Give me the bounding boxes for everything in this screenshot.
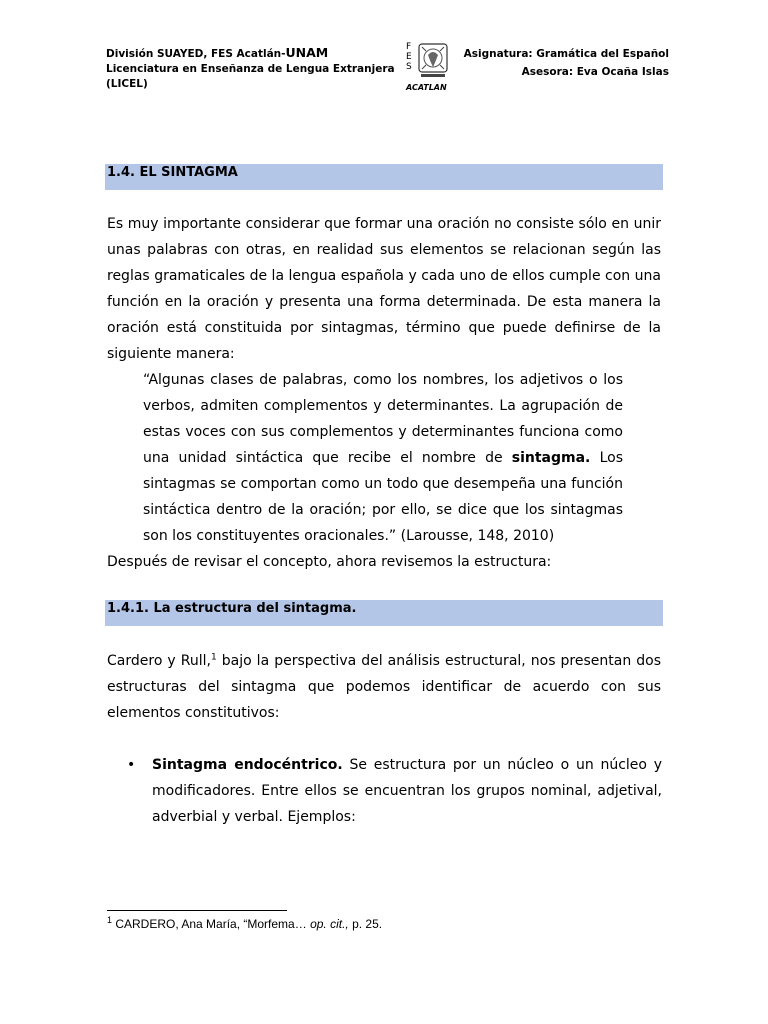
logo-letter-e: E (406, 52, 412, 62)
unam-shield-icon (418, 43, 448, 81)
section-heading-sintagma: 1.4. EL SINTAGMA (105, 164, 663, 190)
section-heading-estructura: 1.4.1. La estructura del sintagma. (105, 600, 663, 626)
footnote-divider (107, 910, 287, 911)
bullet-term: Sintagma endocéntrico. (152, 757, 343, 773)
quote-text-start: “Algunas clases de palabras, como los nombres, los adjetivos o los verbos, admiten complementos y determinantes. La agrupación de estas voces con sus complementos y determinantes funciona como una unidad sintáctica que recibe el nombre de (143, 372, 623, 466)
intro-paragraph: Es muy importante considerar que formar una oración no consiste sólo en unir unas palabras con otras, en realidad sus elementos se relacionan según las reglas gramaticales de la lengua española y cada uno de ellos cumple con una función en la oración y presenta una forma determinada. De esta manera la oración está constituida por sintagmas, término que puede definirse de la siguiente manera: (107, 216, 661, 362)
division-text: División SUAYED, FES Acatlán- (106, 48, 286, 60)
bullet-icon: • (127, 757, 136, 773)
quote-text-end: Los sintagmas se comportan como un todo que desempeña una función sintáctica dentro de la oración; por ello, se dice que los sintagmas son los constituyentes oracionales.” (Larousse, 148, 2010) (143, 450, 623, 544)
footnote-text: CARDERO, Ana María, “Morfema… (112, 917, 311, 931)
transition-sentence: Después de revisar el concepto, ahora revisemos la estructura: (107, 554, 552, 570)
unam-text: UNAM (285, 45, 329, 60)
bullet-description: Se estructura por un núcleo o un núcleo y modificadores. Entre ellos se encuentran los grupos nominal, adjetival, adverbial y verbal. Ejemplos: (152, 757, 662, 825)
header-institution (106, 45, 395, 92)
logo-fes-letters (406, 42, 412, 72)
footnote-page: p. 25. (348, 917, 383, 931)
logo-letter-s: S (406, 62, 412, 72)
cardero-text-rest: bajo la perspectiva del análisis estructural, nos presentan dos estructuras del sintagma que podemos identificar de acuerdo con sus elementos constitutivos: (107, 653, 661, 721)
bullet-item-endocentrico (152, 752, 662, 830)
course-line: Asignatura: Gramática del Español (463, 48, 669, 60)
footnote-number: 1 (107, 915, 113, 925)
quote-bold-term: sintagma. (511, 450, 591, 466)
footnote-italic: op. cit., (310, 917, 349, 931)
cardero-paragraph (107, 648, 661, 726)
cardero-text-start: Cardero y Rull, (107, 653, 211, 669)
advisor-line: Asesora: Eva Ocaña Islas (521, 66, 669, 78)
fes-acatlan-logo (406, 42, 450, 94)
header-line-3: (LICEL) (106, 78, 148, 90)
larousse-quote (143, 367, 623, 549)
header-course-info (464, 45, 669, 81)
footnote-ref[interactable]: 1 (210, 652, 217, 663)
logo-letter-f: F (406, 42, 412, 52)
logo-acatlan-text: ACATLAN (406, 83, 447, 92)
header-line-2: Licenciatura en Enseñanza de Lengua Extranjera (106, 63, 395, 75)
footnote (107, 915, 382, 933)
header-line-1 (106, 45, 395, 62)
